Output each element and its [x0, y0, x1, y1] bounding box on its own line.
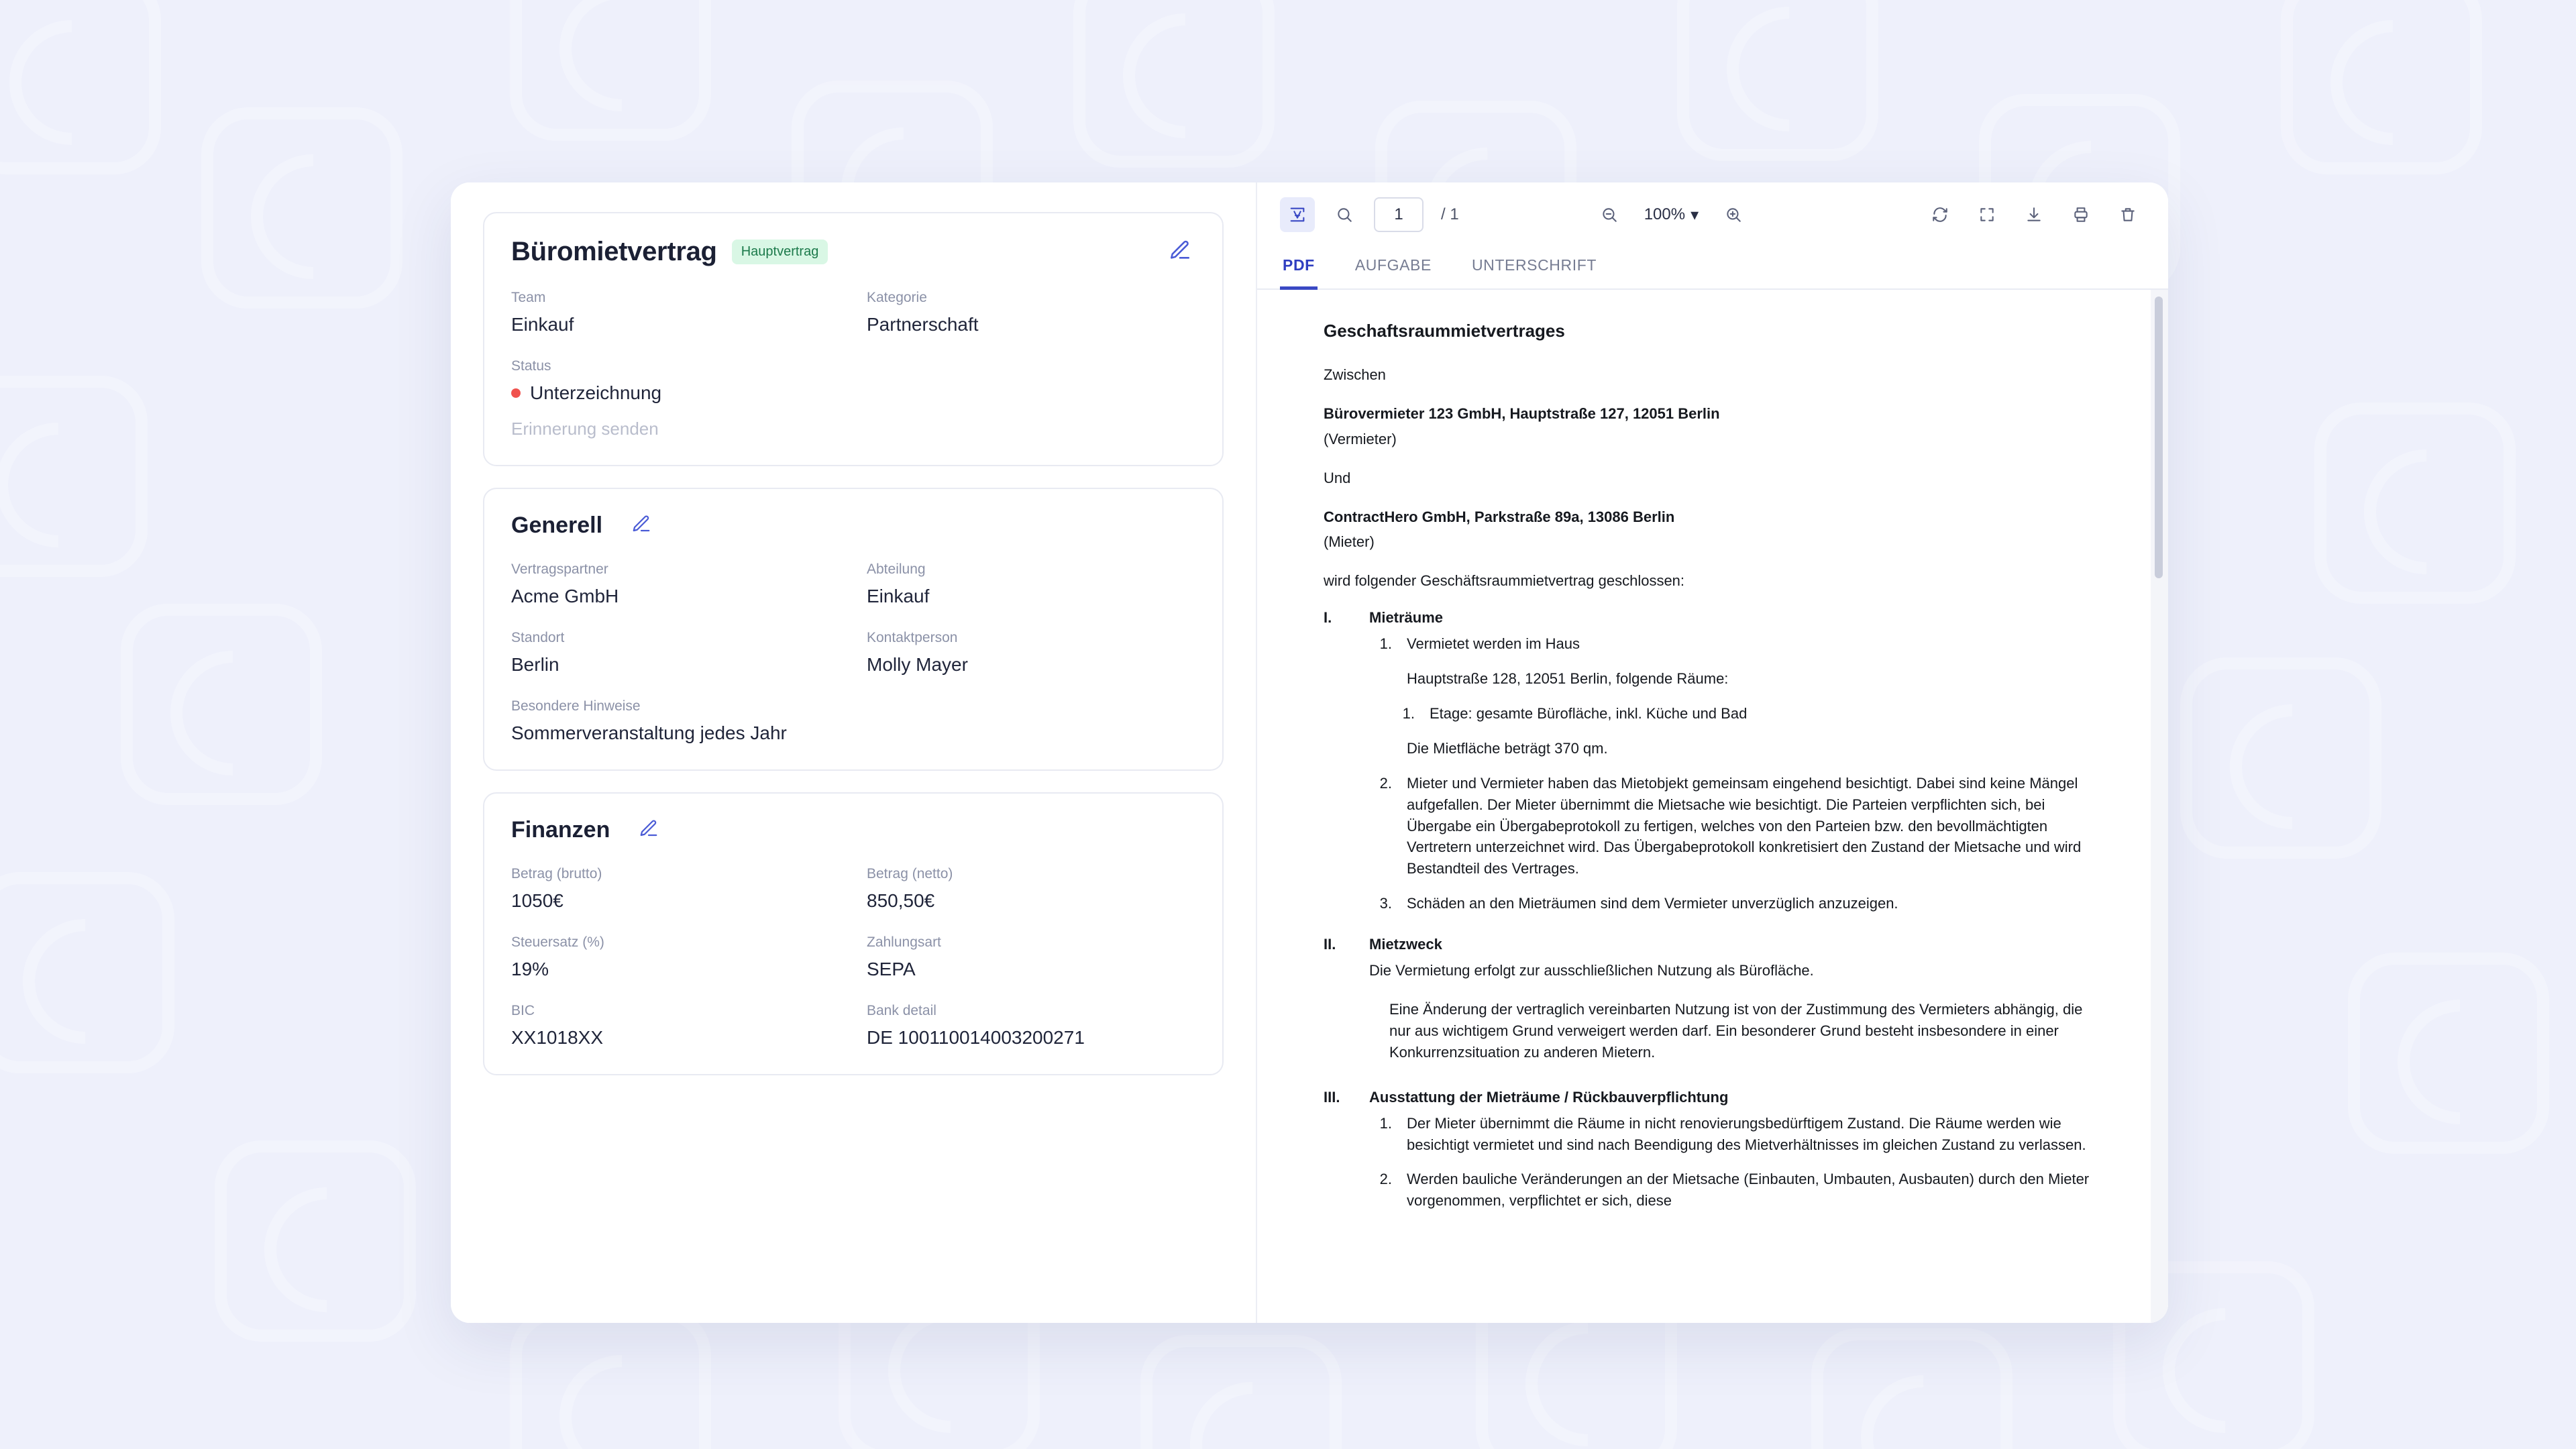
page-total-label: / 1	[1441, 205, 1459, 223]
field-label: Bank detail	[867, 1003, 936, 1018]
section-item	[1369, 1113, 2102, 1156]
document-section	[1324, 936, 2102, 1081]
zoom-level-label: 100%	[1644, 205, 1686, 223]
field-label: Betrag (netto)	[867, 866, 953, 881]
field-value: DE 100110014003200271	[867, 1027, 1085, 1048]
field-label: Team	[511, 290, 546, 305]
document-und-label: Und	[1324, 469, 1351, 486]
field-label: Steuersatz (%)	[511, 934, 604, 950]
pdf-scroll-area[interactable]	[1257, 290, 2168, 1323]
section-lead: Die Vermietung erfolgt zur ausschließlichen Nutzung als Bürofläche.	[1369, 962, 1814, 979]
field-label: Kontaktperson	[867, 630, 958, 645]
field-bic	[511, 1003, 840, 1049]
section-title: Generell	[511, 512, 603, 538]
field-bank-detail	[867, 1003, 1195, 1049]
document-party1-role: (Vermieter)	[1324, 430, 1397, 447]
text-select-icon[interactable]	[1280, 197, 1315, 232]
section-item	[1369, 893, 2102, 914]
print-icon[interactable]	[2063, 197, 2098, 232]
zoom-out-icon[interactable]	[1592, 197, 1627, 232]
item-text: Der Mieter übernimmt die Räume in nicht renovierungsbedürftigem Zustand. Die Räume werden wie besichtigt vermietet und sind nach Beendigung des Mietverhältnisses im gleichen Zustand zu verlassen.	[1407, 1114, 2086, 1153]
item-number: 1.	[1379, 1114, 1392, 1132]
field-label: Vertragspartner	[511, 561, 608, 577]
toolbar-actions	[1923, 197, 2145, 232]
section-title: Mietzweck	[1369, 936, 1442, 953]
pdf-toolbar	[1257, 182, 2168, 247]
field-vertragspartner	[511, 561, 840, 607]
document-party1-name: Bürovermieter 123 GmbH, Hauptstraße 127, 12051 Berlin	[1324, 405, 1720, 422]
generell-card	[483, 488, 1224, 771]
item-text: Vermietet werden im Haus	[1407, 635, 1580, 653]
field-standort	[511, 630, 840, 676]
document-section	[1324, 1089, 2102, 1226]
item-number: 1.	[1402, 705, 1415, 722]
trash-icon[interactable]	[2110, 197, 2145, 232]
field-kontaktperson	[867, 630, 1195, 676]
tab-unterschrift[interactable]: UNTERSCHRIFT	[1471, 256, 1597, 274]
field-value: XX1018XX	[511, 1027, 603, 1048]
tab-pdf[interactable]: PDF	[1280, 247, 1318, 290]
section-title: Finanzen	[511, 816, 610, 843]
field-value: Acme GmbH	[511, 586, 619, 606]
item-number: 2.	[1379, 1171, 1392, 1188]
contract-summary-card	[483, 212, 1224, 466]
field-value: Berlin	[511, 654, 559, 675]
app-window	[451, 182, 2168, 1323]
contract-details-panel	[451, 182, 1256, 1323]
document-intro: wird folgender Geschäftsraummietvertrag geschlossen:	[1324, 572, 1685, 590]
chevron-down-icon: ▾	[1690, 205, 1699, 224]
pencil-icon	[1169, 239, 1191, 265]
scrollbar-thumb[interactable]	[2155, 297, 2163, 578]
document-party2-role: (Mieter)	[1324, 533, 1375, 551]
item-text: Mieter und Vermieter haben das Mietobjekt gemeinsam eingehend besichtigt. Dabei sind keine Mängel aufgefallen. Der Mieter übernimmt die Mietsache wie besichtigt. Die Parteien verpflichten sich, bei Übergabe ein Übergabeprotokoll zu fertigen, welches von den Parteien bzw. den bevollmächtigten Vertretern unterzeichnet wird. Das Übergabeprotokoll konkretisiert den Zustand der Mietsache und wird Bestandteil des Vertrages.	[1407, 774, 2082, 877]
field-value: 850,50€	[867, 890, 935, 911]
field-label: Status	[511, 358, 551, 374]
fullscreen-icon[interactable]	[1970, 197, 2004, 232]
item-number: 1.	[1379, 635, 1392, 653]
tab-aufgabe[interactable]: AUFGABE	[1354, 256, 1432, 274]
zoom-in-icon[interactable]	[1716, 197, 1751, 232]
field-kategorie	[867, 290, 1195, 335]
status-dot-icon	[511, 388, 521, 398]
field-value: Unterzeichnung	[530, 382, 662, 403]
field-label: Standort	[511, 630, 565, 645]
finanzen-card	[483, 792, 1224, 1075]
item-text: Etage: gesamte Bürofläche, inkl. Küche und Bad	[1430, 705, 1748, 722]
edit-generell-button[interactable]	[628, 512, 655, 539]
field-value: Partnerschaft	[867, 314, 979, 335]
item-text: Werden bauliche Veränderungen an der Mietsache (Einbauten, Umbauten, Ausbauten) durch den Mieter vorgenommen, verpflichtet er sich, diese	[1407, 1171, 2090, 1210]
section-item	[1392, 703, 2102, 724]
field-value: Einkauf	[511, 314, 574, 335]
field-label: Kategorie	[867, 290, 927, 305]
field-value: Einkauf	[867, 586, 930, 606]
field-label: BIC	[511, 1003, 535, 1018]
item-text: Die Mietfläche beträgt 370 qm.	[1407, 739, 1608, 757]
section-item	[1369, 773, 2102, 879]
field-label: Betrag (brutto)	[511, 866, 602, 881]
send-reminder-link[interactable]: Erinnerung senden	[511, 419, 659, 439]
section-item	[1369, 1169, 2102, 1212]
field-steuersatz	[511, 934, 840, 980]
finanzen-header	[511, 816, 1195, 843]
document-heading: Geschaftsraummietvertrages	[1324, 321, 1565, 341]
field-team	[511, 290, 840, 335]
field-betrag-netto	[867, 866, 1195, 912]
field-value: Sommerveranstaltung jedes Jahr	[511, 722, 787, 743]
item-number: 2.	[1379, 774, 1392, 792]
pencil-icon	[639, 818, 659, 842]
field-zahlungsart	[867, 934, 1195, 980]
field-besondere-hinweise	[511, 698, 1195, 744]
field-value: 1050€	[511, 890, 564, 911]
generell-fields	[511, 561, 1195, 744]
pencil-icon	[631, 514, 651, 537]
page-title: Büromietvertrag	[511, 236, 717, 266]
section-title: Ausstattung der Mieträume / Rückbauverpflichtung	[1369, 1088, 1729, 1106]
download-icon[interactable]	[2017, 197, 2051, 232]
generell-header	[511, 512, 1195, 539]
viewer-tabs	[1257, 247, 2168, 290]
search-icon[interactable]	[1327, 197, 1362, 232]
field-abteilung	[867, 561, 1195, 607]
field-label: Abteilung	[867, 561, 926, 577]
pdf-viewer-panel	[1256, 182, 2168, 1323]
page-number-input[interactable]	[1374, 197, 1424, 232]
edit-finanzen-button[interactable]	[635, 816, 662, 843]
field-value: Molly Mayer	[867, 654, 968, 675]
field-value: SEPA	[867, 959, 916, 979]
section-number: I.	[1324, 609, 1332, 627]
field-value: 19%	[511, 959, 549, 979]
field-label: Zahlungsart	[867, 934, 941, 950]
section-body: Eine Änderung der vertraglich vereinbarten Nutzung ist von der Zustimmung des Vermieters abhängig, die nur aus wichtigem Grund verweigert werden darf. Ein besonderer Grund besteht insbesondere in einer Konkurrenzsituation zu anderen Mietern.	[1389, 1001, 2083, 1061]
pdf-page-content	[1270, 290, 2155, 1323]
status-badge: Hauptvertrag	[732, 239, 828, 264]
rotate-icon[interactable]	[1923, 197, 1957, 232]
document-zwischen-label: Zwischen	[1324, 366, 1386, 383]
item-number: 3.	[1379, 895, 1392, 912]
edit-contract-button[interactable]	[1165, 236, 1195, 267]
zoom-level-select[interactable]	[1639, 205, 1704, 225]
document-party2-name: ContractHero GmbH, Parkstraße 89a, 13086 Berlin	[1324, 508, 1675, 525]
field-label: Besondere Hinweise	[511, 698, 641, 714]
finanzen-fields	[511, 866, 1195, 1049]
field-status	[511, 358, 1195, 439]
contract-header	[511, 236, 1195, 267]
item-text: Schäden an den Mieträumen sind dem Vermieter unverzüglich anzuzeigen.	[1407, 895, 1898, 912]
section-item	[1369, 633, 2102, 655]
section-number: II.	[1324, 936, 1336, 953]
scrollbar-track[interactable]	[2151, 290, 2168, 1323]
section-number: III.	[1324, 1088, 1340, 1106]
document-section	[1324, 609, 2102, 928]
field-betrag-brutto	[511, 866, 840, 912]
contract-fields	[511, 290, 1195, 439]
section-title: Mieträume	[1369, 609, 1444, 627]
item-text: Hauptstraße 128, 12051 Berlin, folgende Räume:	[1407, 670, 1729, 688]
